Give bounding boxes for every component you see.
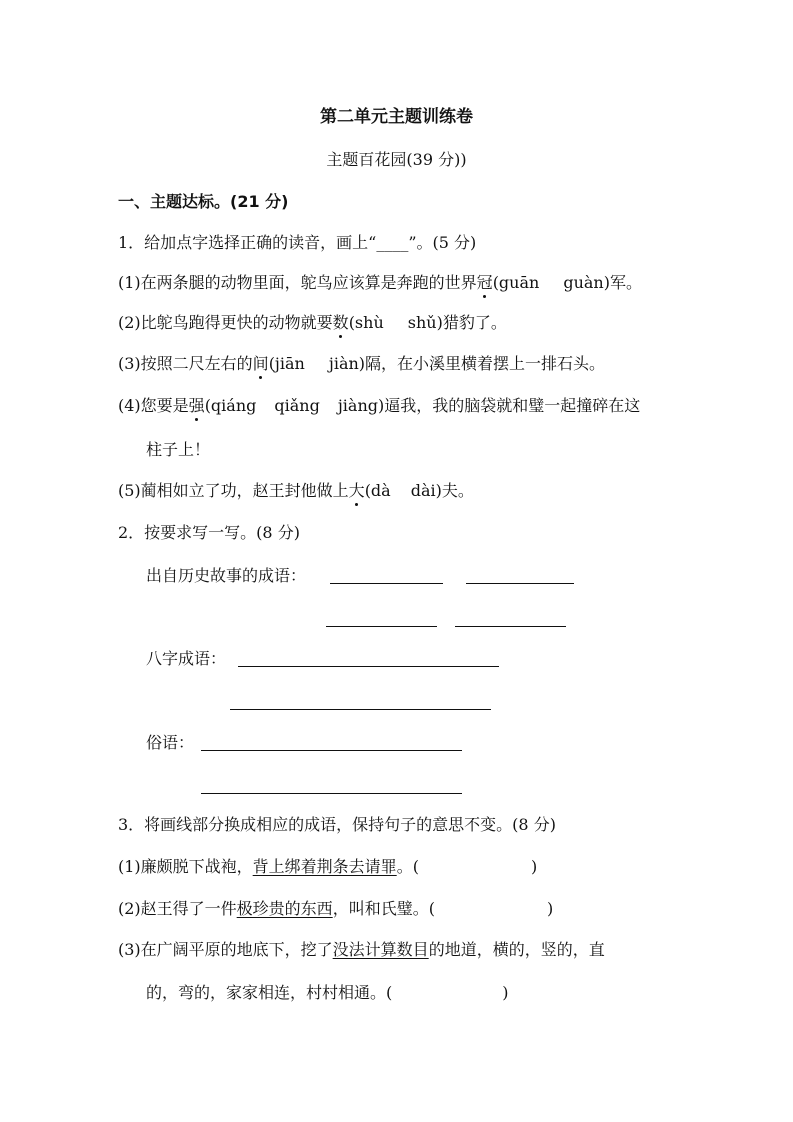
- eight-character-idiom-label: 八字成语：: [146, 649, 227, 668]
- idiom-label: 出自历史故事的成语：: [146, 566, 307, 585]
- pinyin-option[interactable]: guàn): [563, 273, 610, 292]
- pinyin-option[interactable]: (dà: [364, 481, 391, 500]
- item-text: 。(: [396, 857, 419, 876]
- answer-blank[interactable]: [201, 793, 462, 794]
- pinyin-option[interactable]: (shù: [348, 313, 384, 332]
- item-text: 夫。: [441, 481, 474, 500]
- item-text: 隔，在小溪里横着摆上一排石头。: [365, 354, 606, 373]
- question-1-item-4: [118, 396, 640, 416]
- question-1-stem: 1．给加点字选择正确的读音，画上“____”。(5 分): [118, 233, 477, 252]
- item-text: 的地道，横的，竖的，直: [428, 940, 605, 959]
- item-text: (3)在广阔平原的地底下，挖了: [118, 940, 333, 959]
- item-text: (1)廉颇脱下战袍，: [118, 857, 253, 876]
- item-text: (5)蔺相如立了功，赵王封他做上: [118, 481, 349, 500]
- dotted-char: 数: [332, 313, 349, 332]
- question-3-item-2: [118, 899, 553, 919]
- pinyin-option[interactable]: jiàng): [337, 396, 385, 415]
- item-text: (2)赵王得了一件: [118, 899, 237, 918]
- question-1-item-4-continued: 柱子上！: [146, 440, 211, 459]
- section-heading: 一、主题达标。(21 分): [118, 192, 289, 211]
- pinyin-option[interactable]: shǔ): [407, 313, 443, 332]
- item-text: (3)按照二尺左右的: [118, 354, 253, 373]
- page-title: 第二单元主题训练卷: [320, 107, 473, 127]
- question-1-item-2: [118, 313, 507, 333]
- question-3-item-3-continued: [146, 983, 509, 1003]
- question-1-item-1: [118, 273, 642, 293]
- question-1-item-5: [118, 481, 474, 501]
- item-text: (2)比鸵鸟跑得更快的动物就要: [118, 313, 333, 332]
- question-3-item-1: [118, 857, 537, 877]
- item-text: ): [530, 857, 538, 876]
- item-text: 逼我，我的脑袋就和璧一起撞碎在这: [384, 396, 641, 415]
- item-text: ，叫和氏璧。(: [332, 899, 435, 918]
- page-subtitle: 主题百花园(39 分)): [326, 150, 467, 169]
- item-text: (4)您要是: [118, 396, 189, 415]
- pinyin-option[interactable]: (jiān: [268, 354, 305, 373]
- question-3-item-3: [118, 940, 605, 960]
- pinyin-option[interactable]: dài): [410, 481, 442, 500]
- pinyin-option[interactable]: qiǎng: [274, 396, 320, 415]
- answer-blank[interactable]: [230, 709, 491, 710]
- dotted-char: 大: [348, 481, 365, 500]
- underlined-phrase: 没法计算数目: [332, 940, 429, 959]
- answer-blank[interactable]: [330, 583, 443, 584]
- underlined-phrase: 极珍贵的东西: [236, 899, 333, 918]
- dotted-char: 间: [252, 354, 269, 373]
- answer-blank[interactable]: [238, 666, 499, 667]
- dotted-char: 冠: [476, 273, 493, 292]
- question-1-item-3: [118, 354, 605, 374]
- underlined-phrase: 背上绑着荆条去请罪: [252, 857, 397, 876]
- pinyin-option[interactable]: jiàn): [328, 354, 366, 373]
- answer-blank[interactable]: [326, 626, 437, 627]
- question-2-stem: 2．按要求写一写。(8 分): [118, 523, 300, 542]
- answer-blank[interactable]: [201, 750, 462, 751]
- item-text: ): [546, 899, 554, 918]
- item-text: (1)在两条腿的动物里面，鸵鸟应该算是奔跑的世界: [118, 273, 477, 292]
- item-text: ): [502, 983, 509, 1002]
- dotted-char: 强: [188, 396, 205, 415]
- pinyin-option[interactable]: (guān: [492, 273, 540, 292]
- answer-blank[interactable]: [466, 583, 574, 584]
- proverb-label: 俗语：: [146, 733, 195, 752]
- question-3-stem: 3．将画线部分换成相应的成语，保持句子的意思不变。(8 分): [118, 815, 556, 834]
- pinyin-option[interactable]: (qiáng: [204, 396, 257, 415]
- item-text: 的，弯的，家家相连，村村相通。(: [146, 983, 393, 1002]
- item-text: 军。: [609, 273, 642, 292]
- item-text: 猎豹了。: [442, 313, 507, 332]
- answer-blank[interactable]: [455, 626, 566, 627]
